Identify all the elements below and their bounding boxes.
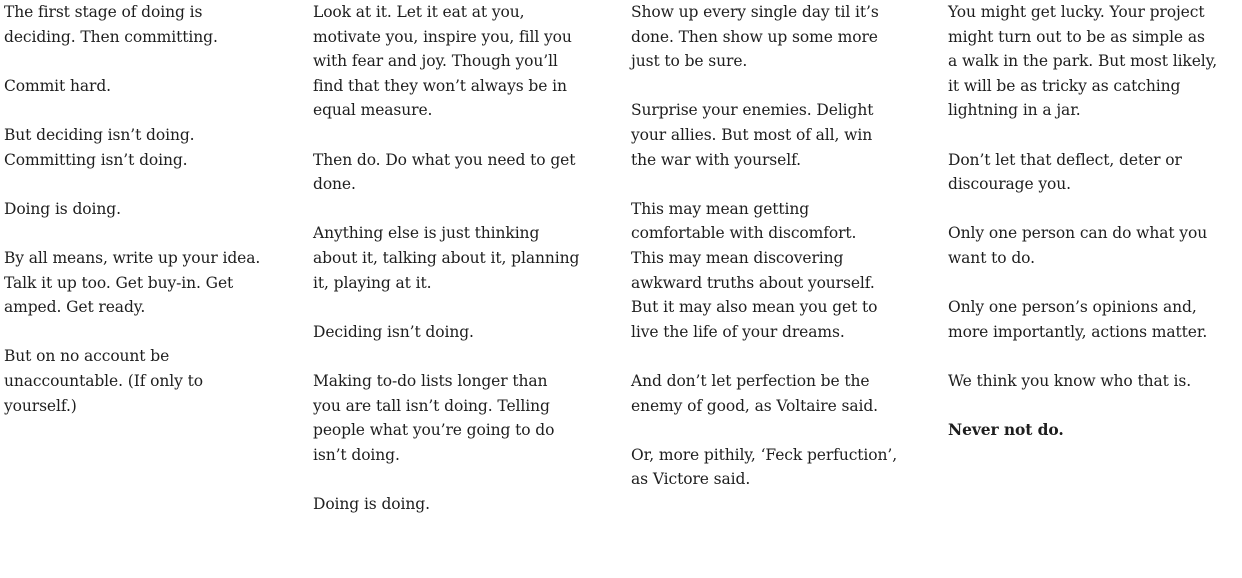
text-line: deciding. Then committing. (4, 27, 218, 46)
text-line: more importantly, actions matter. (948, 322, 1208, 341)
text-line: And don’t let perfection be the (631, 371, 870, 390)
text-line: a walk in the park. But most likely, (948, 52, 1218, 71)
text-line: equal measure. (313, 101, 433, 120)
paragraph (313, 369, 613, 467)
text-line: But deciding isn’t doing. (4, 125, 195, 144)
paragraph (4, 123, 294, 172)
text-line: done. (313, 175, 356, 194)
text-line: Anything else is just thinking (313, 224, 540, 243)
text-column-3 (631, 0, 931, 516)
text-line: amped. Get ready. (4, 298, 146, 317)
text-line: isn’t doing. (313, 445, 400, 464)
text-line: But it may also mean you get to (631, 298, 878, 317)
text-line: Only one person’s opinions and, (948, 298, 1197, 317)
text-line: But on no account be (4, 347, 170, 366)
text-line: Only one person can do what you (948, 224, 1208, 243)
paragraph (631, 197, 931, 345)
text-line: The first stage of doing is (4, 3, 203, 21)
paragraph (313, 221, 613, 295)
paragraph (948, 295, 1242, 344)
text-line: it will be as tricky as catching (948, 76, 1181, 95)
paragraph (631, 98, 931, 172)
text-line: We think you know who that is. (948, 371, 1192, 390)
text-line: Then do. Do what you need to get (313, 150, 576, 169)
text-line: Never not do. (948, 420, 1064, 440)
text-line: just to be sure. (631, 52, 748, 71)
paragraph (948, 369, 1242, 394)
text-line: with fear and joy. Though you’ll (313, 52, 558, 71)
paragraph (948, 0, 1242, 123)
text-line: want to do. (948, 248, 1035, 267)
paragraph (631, 443, 931, 492)
closing-statement (948, 418, 1242, 443)
text-line: Look at it. Let it eat at you, (313, 3, 525, 21)
text-line: Doing is doing. (313, 494, 430, 513)
text-line: you are tall isn’t doing. Telling (313, 396, 550, 415)
text-line: the war with yourself. (631, 150, 801, 169)
text-line: your allies. But most of all, win (631, 125, 873, 144)
text-column-1 (4, 0, 294, 443)
paragraph (948, 148, 1242, 197)
paragraph (313, 0, 613, 123)
text-line: it, playing at it. (313, 273, 432, 292)
paragraph (948, 221, 1242, 270)
text-line: lightning in a jar. (948, 101, 1081, 120)
text-line: find that they won’t always be in (313, 76, 567, 95)
text-line: live the life of your dreams. (631, 322, 845, 341)
text-line: awkward truths about yourself. (631, 273, 875, 292)
text-line: enemy of good, as Voltaire said. (631, 396, 878, 415)
text-line: Deciding isn’t doing. (313, 322, 474, 341)
text-line: done. Then show up some more (631, 27, 878, 46)
text-line: Talk it up too. Get buy-in. Get (4, 273, 234, 292)
text-line: might turn out to be as simple as (948, 27, 1205, 46)
text-line: Commit hard. (4, 76, 111, 95)
paragraph (631, 0, 931, 74)
text-line: Don’t let that deflect, deter or (948, 150, 1182, 169)
text-line: This may mean discovering (631, 248, 844, 267)
text-line: as Victore said. (631, 470, 751, 489)
text-line: Show up every single day til it’s (631, 3, 879, 21)
text-line: unaccountable. (If only to (4, 371, 203, 390)
paragraph (631, 369, 931, 418)
text-line: Making to-do lists longer than (313, 371, 548, 390)
text-line: Surprise your enemies. Delight (631, 101, 874, 120)
text-line: motivate you, inspire you, fill you (313, 27, 572, 46)
text-line: yourself.) (4, 396, 77, 415)
paragraph (313, 492, 613, 517)
text-line: This may mean getting (631, 199, 810, 218)
paragraph (4, 74, 294, 99)
text-line: Or, more pithily, ‘Feck perfuction’, (631, 445, 898, 464)
paragraph (4, 246, 294, 320)
paragraph (313, 148, 613, 197)
paragraph (4, 0, 294, 49)
text-line: Doing is doing. (4, 199, 121, 218)
text-line: people what you’re going to do (313, 421, 555, 440)
text-line: You might get lucky. Your project (948, 3, 1205, 21)
paragraph (313, 320, 613, 345)
text-line: discourage you. (948, 175, 1071, 194)
text-line: about it, talking about it, planning (313, 248, 580, 267)
paragraph (4, 344, 294, 418)
text-column-4 (948, 0, 1242, 467)
text-line: By all means, write up your idea. (4, 248, 261, 267)
text-column-2 (313, 0, 613, 541)
paragraph (4, 197, 294, 222)
text-line: comfortable with discomfort. (631, 224, 857, 243)
text-line: Committing isn’t doing. (4, 150, 188, 169)
